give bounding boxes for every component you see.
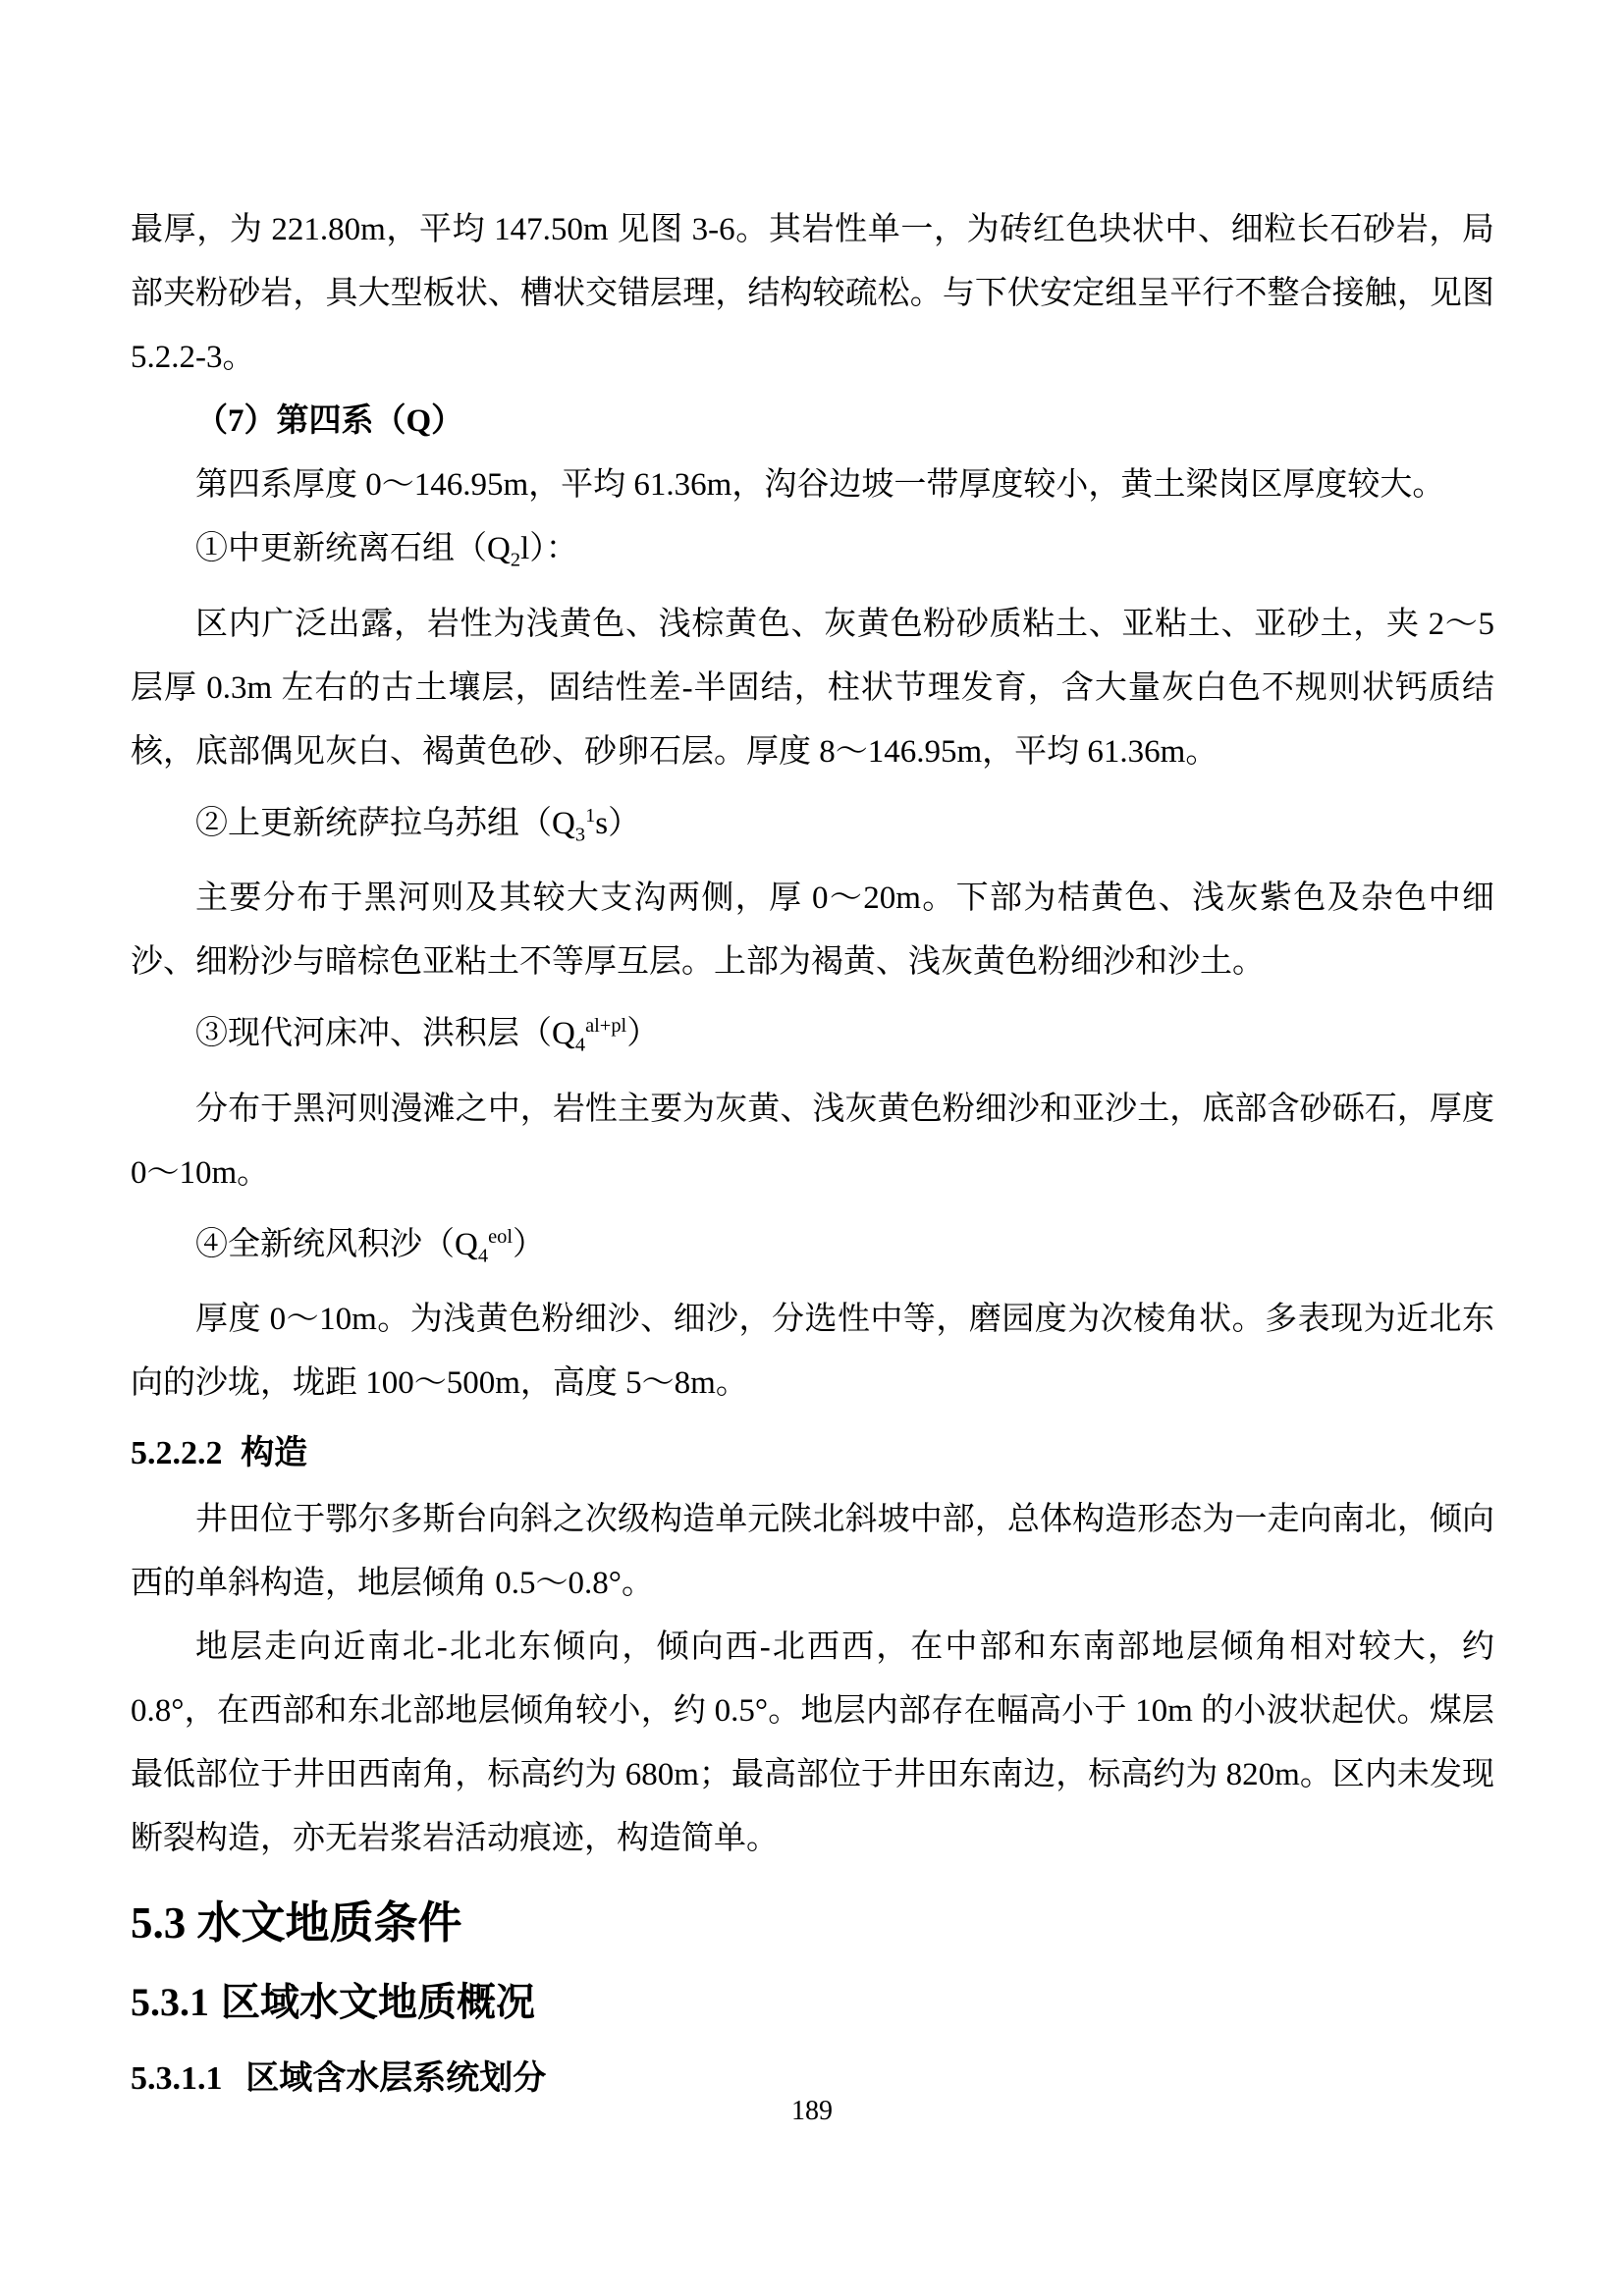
item-lishi-tail: l）： [520,531,578,566]
item-aeolian-subscript: 4 [477,1245,489,1267]
item-alluvial-subscript: 4 [574,1034,586,1056]
paragraph-salawusu: 主要分布于黑河则及其较大支沟两侧，厚 0～20m。下部为桔黄色、浅灰紫色及杂色中细沙、细粉沙与暗棕色亚粘土不等厚互层。上部为褐黄、浅灰黄色粉细沙和沙土。 [131,881,1494,981]
heading-structure-number: 5.2.2.2 [131,1435,223,1472]
heading-quaternary: （7）第四系（Q） [195,403,464,439]
item-alluvial-tail: ） [626,1016,660,1052]
heading-regional-hydrogeology-number: 5.3.1 [131,1980,209,2025]
item-alluvial-layer [131,994,1494,1078]
heading-structure-section [131,1419,1494,1488]
paragraph-alluvial: 分布于黑河则漫滩之中，岩性主要为灰黄、浅灰黄色粉细沙和亚沙土，底部含砂砾石，厚度 0～10m。 [131,1091,1494,1191]
heading-hydrogeology-title: 水文地质条件 [196,1898,462,1949]
item-aeolian-superscript: eol [488,1225,514,1248]
paragraph-structure-overview: 井田位于鄂尔多斯台向斜之次级构造单元陕北斜坡中部，总体构造形态为一走向南北，倾向西的单斜构造，地层倾角 0.5～0.8°。 [131,1502,1494,1602]
item-alluvial-superscript: al+pl [585,1015,627,1038]
paragraph-continuation: 最厚，为 221.80m，平均 147.50m 见图 3-6。其岩性单一，为砖红色块状中、细粒长石砂岩，局部夹粉砂岩，具大型板状、槽状交错层理，结构较疏松。与下伏安定组呈平行不整合接触，见图 5.2.2-3。 [131,212,1494,375]
item-aeolian-text: ④全新统风积沙（Q [195,1226,478,1262]
item-aeolian-sand [131,1205,1494,1289]
heading-regional-hydrogeology-title: 区域水文地质概况 [221,1980,535,2025]
item-salawusu-tail: s） [595,805,641,841]
heading-aquifer-division-title: 区域含水层系统划分 [245,2060,547,2098]
paragraph-aeolian: 厚度 0～10m。为浅黄色粉细沙、细沙，分选性中等，磨园度为次棱角状。多表现为近北东向的沙垅，垅距 100～500m，高度 5～8m。 [131,1302,1494,1402]
heading-hydrogeology-number: 5.3 [131,1898,187,1949]
paragraph-lishi: 区内广泛出露，岩性为浅黄色、浅棕黄色、灰黄色粉砂质粘土、亚粘土、亚砂土，夹 2～5 层厚 0.3m 左右的古土壤层，固结性差-半固结，柱状节理发育，含大量灰白色不规则状钙质结核，底部偶见灰白、褐黄色砂、砂卵石层。厚度 8～146.95m，平均 61.36m。 [131,606,1494,770]
item-salawusu-subscript: 3 [574,824,586,846]
page-number: 189 [791,2096,833,2126]
heading-aquifer-division-number: 5.3.1.1 [131,2060,223,2098]
item-aeolian-tail: ） [513,1226,546,1262]
heading-regional-hydrogeology [131,1963,1494,2042]
item-salawusu-text: ②上更新统萨拉乌苏组（Q [195,805,575,841]
item-lishi-subscript: 2 [510,549,521,571]
heading-structure-title: 构造 [241,1435,308,1472]
paragraph-quaternary-thickness: 第四系厚度 0～146.95m，平均 61.36m，沟谷边坡一带厚度较小，黄土梁岗区厚度较大。 [195,467,1445,503]
item-alluvial-text: ③现代河床冲、洪积层（Q [195,1016,575,1052]
item-salawusu-formation [131,784,1494,868]
item-lishi-formation [131,517,1494,593]
item-lishi-text: ①中更新统离石组（Q [195,531,511,566]
paragraph-structure-detail: 地层走向近南北-北北东倾向，倾向西-北西西，在中部和东南部地层倾角相对较大，约 0.8°，在西部和东北部地层倾角较小，约 0.5°。地层内部存在幅高小于 10m 的小波状起伏。煤层最低部位于井田西南角，标高约为 680m；最高部位于井田东南边，标高约为 820m。区内未发现断裂构造，亦无岩浆岩活动痕迹，构造简单。 [131,1629,1494,1857]
heading-hydrogeology [131,1883,1494,1963]
item-salawusu-superscript: 1 [585,804,596,827]
